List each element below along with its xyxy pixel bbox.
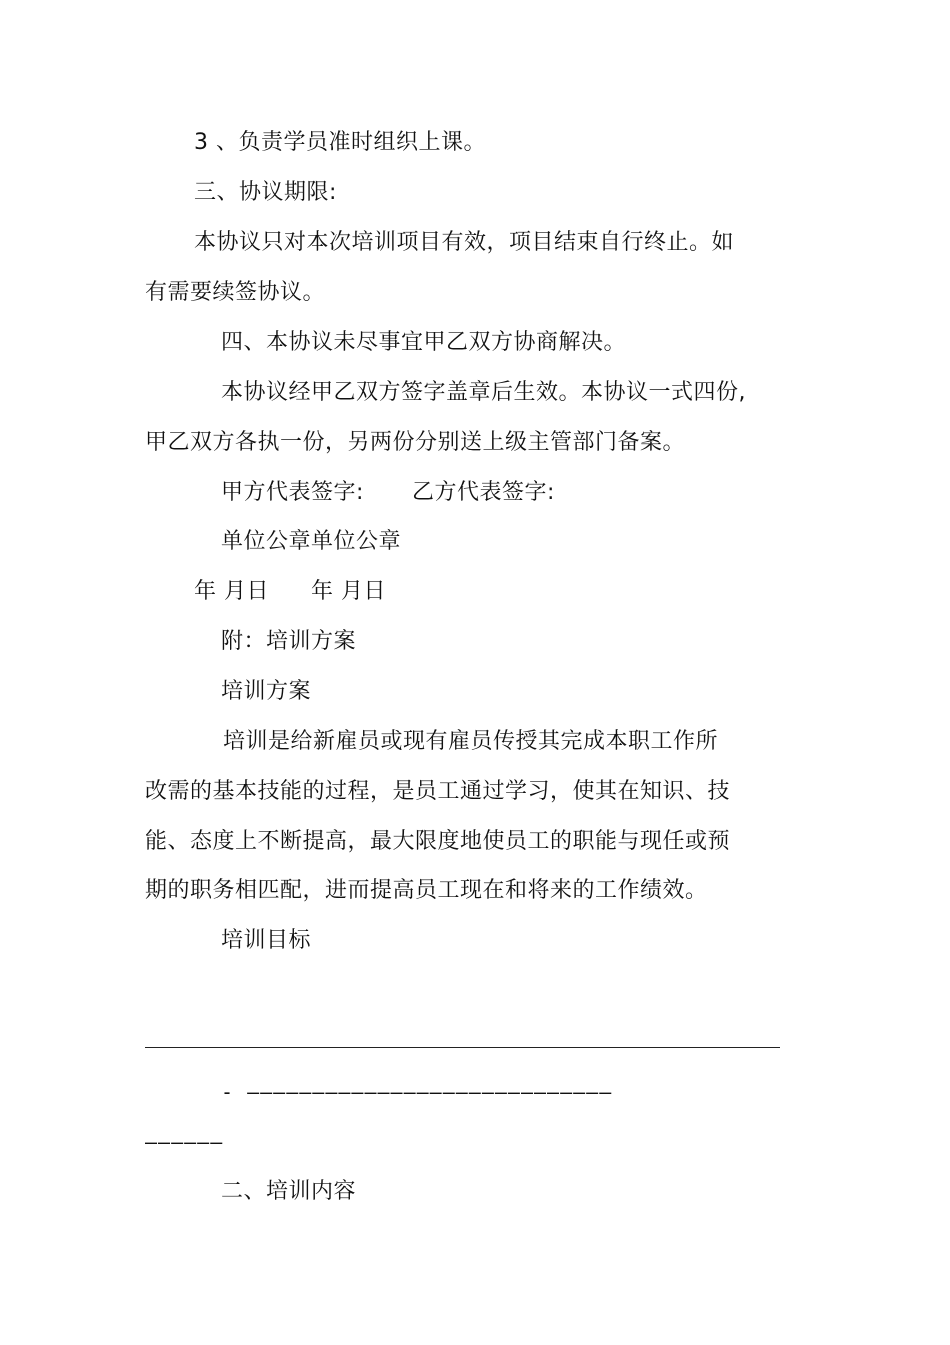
section-heading: 四、本协议未尽事宜甲乙双方协商解决。 — [221, 330, 627, 355]
text-line: 甲乙双方各执一份，另两份分别送上级主管部门备案。 — [145, 430, 686, 455]
party-a-signature-label: 甲方代表签字: — [221, 480, 364, 505]
text-line: 3 、负责学员准时组织上课。 — [194, 130, 486, 155]
party-b-date-label: 年 月日 — [311, 579, 386, 604]
text-line: 有需要续签协议。 — [145, 280, 326, 305]
blank-fill-dashes: - ———————————————————————————— — [221, 1080, 613, 1104]
section-heading: 二、培训内容 — [221, 1179, 357, 1204]
blank-fill-line — [145, 1047, 780, 1048]
text-line: 能、态度上不断提高，最大限度地使员工的职能与现任或预 — [145, 829, 731, 854]
seal-label: 单位公章单位公章 — [221, 529, 402, 554]
text-line: 期的职务相匹配，进而提高员工现在和将来的工作绩效。 — [145, 878, 708, 903]
blank-fill-dashes: —————— — [145, 1130, 224, 1154]
section-heading: 三、协议期限: — [194, 180, 337, 205]
text-line: 培训是给新雇员或现有雇员传授其完成本职工作所 — [223, 729, 719, 754]
text-line: 改需的基本技能的过程，是员工通过学习，使其在知识、技 — [145, 779, 731, 804]
text-line: 本协议经甲乙双方签字盖章后生效。本协议一式四份, — [221, 380, 746, 405]
party-b-signature-label: 乙方代表签字: — [412, 480, 555, 505]
attachment-label: 附：培训方案 — [221, 629, 357, 654]
party-a-date-label: 年 月日 — [194, 579, 269, 604]
text-line: 本协议只对本次培训项目有效，项目结束自行终止。如 — [194, 230, 735, 255]
section-heading: 培训方案 — [221, 679, 312, 704]
section-heading: 培训目标 — [221, 928, 312, 953]
